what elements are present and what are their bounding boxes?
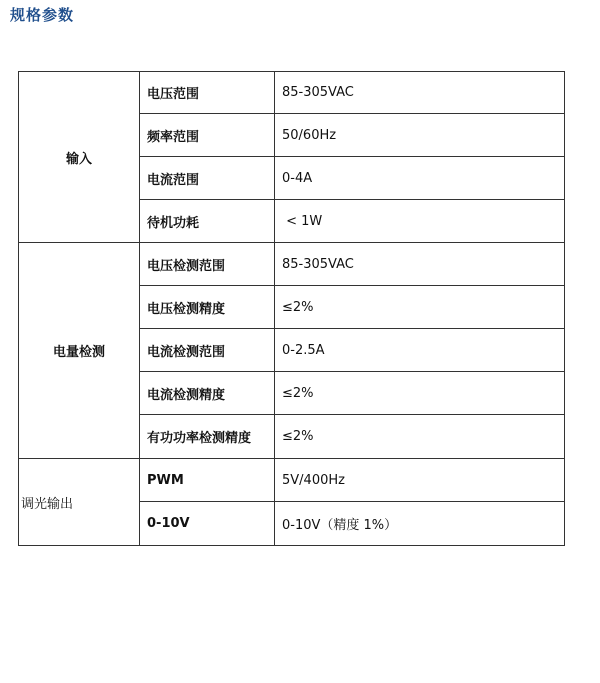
param-name: 频率范围 xyxy=(140,114,275,157)
table-row xyxy=(19,243,565,286)
spec-table xyxy=(18,71,565,546)
param-name: 待机功耗 xyxy=(140,200,275,243)
group-label-input: 输入 xyxy=(19,72,140,243)
group-label-power-measure: 电量检测 xyxy=(19,243,140,459)
param-value: 0-4A xyxy=(275,157,565,200)
param-name: 电压检测范围 xyxy=(140,243,275,286)
param-name: 电压检测精度 xyxy=(140,286,275,329)
param-value: 85-305VAC xyxy=(275,243,565,286)
param-name: 电流检测精度 xyxy=(140,372,275,415)
param-name: 电流检测范围 xyxy=(140,329,275,372)
param-value: 0-2.5A xyxy=(275,329,565,372)
param-value: 0-10V（精度 1%） xyxy=(275,502,565,546)
group-label-dimming-output: 调光输出 xyxy=(19,459,140,546)
param-name: 有功功率检测精度 xyxy=(140,415,275,459)
param-value: ≤2% xyxy=(275,372,565,415)
param-value: 85-305VAC xyxy=(275,72,565,114)
param-value: ≤2% xyxy=(275,415,565,459)
param-name: PWM xyxy=(140,459,275,502)
param-name: 电流范围 xyxy=(140,157,275,200)
param-value: 50/60Hz xyxy=(275,114,565,157)
param-value: < 1W xyxy=(275,200,565,243)
table-row xyxy=(19,459,565,502)
page-title: 规格参数 xyxy=(10,6,75,24)
param-value: ≤2% xyxy=(275,286,565,329)
param-value: 5V/400Hz xyxy=(275,459,565,502)
table-row xyxy=(19,72,565,114)
param-name: 0-10V xyxy=(140,502,275,546)
param-name: 电压范围 xyxy=(140,72,275,114)
